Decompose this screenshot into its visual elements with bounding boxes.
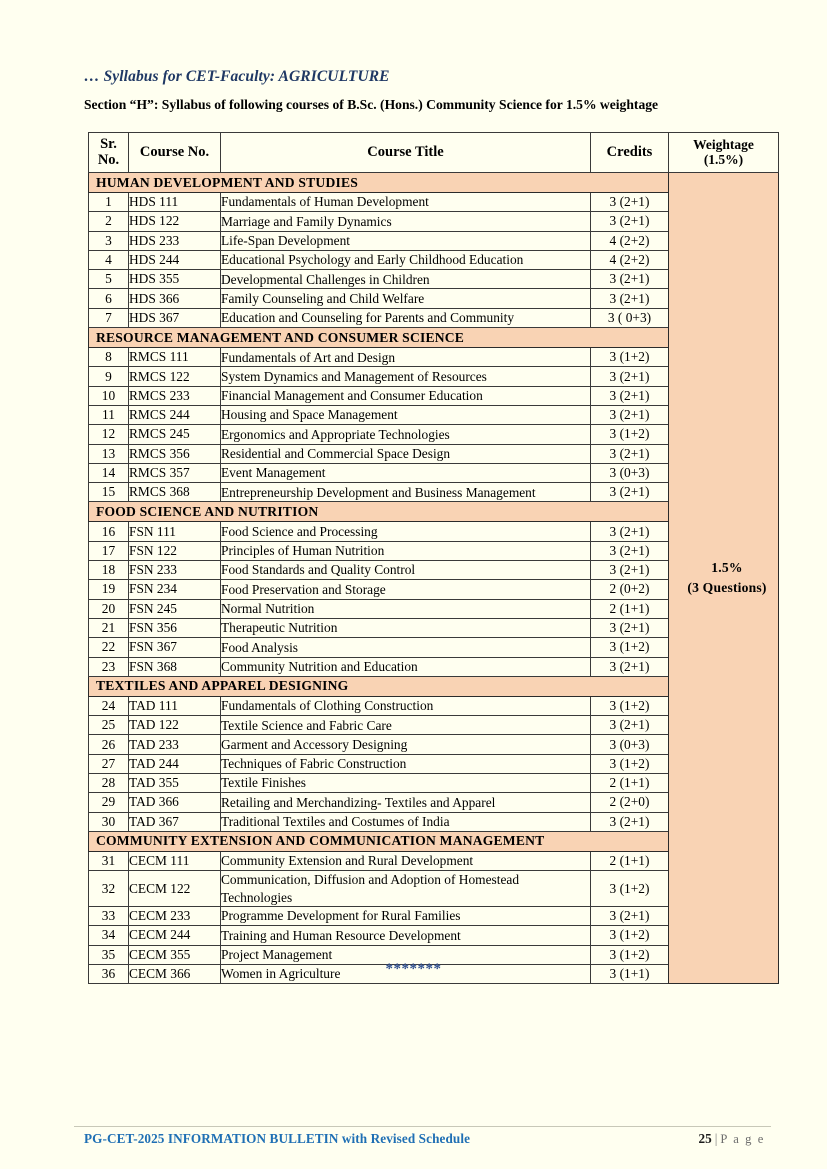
cell-sr-no: 7 — [89, 308, 129, 327]
cell-sr-no: 10 — [89, 386, 129, 405]
cell-sr-no: 32 — [89, 871, 129, 907]
cell-credits: 3 (1+2) — [591, 945, 669, 964]
weightage-value-line2: (3 Questions) — [687, 580, 767, 596]
cell-course-title: Garment and Accessory Designing — [221, 735, 591, 754]
cell-credits: 3 (2+1) — [591, 483, 669, 502]
cell-course-no: CECM 366 — [129, 964, 221, 983]
cell-credits: 3 (1+2) — [591, 926, 669, 945]
cell-sr-no: 35 — [89, 945, 129, 964]
cell-credits: 2 (1+1) — [591, 599, 669, 618]
cell-course-title: Women in Agriculture — [221, 964, 591, 983]
cell-sr-no: 4 — [89, 250, 129, 269]
cell-course-title: Fundamentals of Human Development — [221, 193, 591, 212]
cell-course-title: Residential and Commercial Space Design — [221, 444, 591, 463]
cell-sr-no: 34 — [89, 926, 129, 945]
cell-sr-no: 15 — [89, 483, 129, 502]
cell-course-title: Communication, Diffusion and Adoption of Homestead Technologies — [221, 871, 591, 907]
cell-course-no: FSN 234 — [129, 580, 221, 599]
column-header-weightage-line2: (1.5%) — [703, 151, 744, 167]
column-header-weightage — [669, 133, 779, 173]
cell-sr-no: 6 — [89, 289, 129, 308]
page-footer — [84, 1131, 765, 1147]
cell-course-no: RMCS 368 — [129, 483, 221, 502]
cell-course-no: HDS 233 — [129, 231, 221, 250]
cell-credits: 3 (2+1) — [591, 522, 669, 541]
cell-credits: 3 (2+1) — [591, 657, 669, 676]
cell-course-title: Retailing and Merchandizing- Textiles and Apparel — [221, 793, 591, 812]
cell-course-title: Community Nutrition and Education — [221, 657, 591, 676]
column-header-course-title: Course Title — [221, 133, 591, 173]
cell-sr-no: 12 — [89, 425, 129, 444]
cell-sr-no: 33 — [89, 907, 129, 926]
cell-course-no: TAD 355 — [129, 774, 221, 793]
cell-sr-no: 2 — [89, 212, 129, 231]
cell-credits: 3 (1+2) — [591, 348, 669, 367]
cell-course-no: RMCS 233 — [129, 386, 221, 405]
cell-sr-no: 3 — [89, 231, 129, 250]
cell-credits: 3 (2+1) — [591, 907, 669, 926]
cell-sr-no: 16 — [89, 522, 129, 541]
cell-course-title: Project Management — [221, 945, 591, 964]
cell-course-no: FSN 356 — [129, 618, 221, 637]
cell-credits: 3 (1+2) — [591, 425, 669, 444]
cell-course-no: CECM 233 — [129, 907, 221, 926]
asterisk-separator: ******* — [385, 961, 442, 977]
column-header-course-no: Course No. — [129, 133, 221, 173]
cell-sr-no: 13 — [89, 444, 129, 463]
cell-course-title: Entrepreneurship Development and Business Management — [221, 483, 591, 502]
weightage-value-cell — [669, 173, 779, 984]
cell-course-no: RMCS 244 — [129, 405, 221, 424]
cell-credits: 3 (1+2) — [591, 696, 669, 715]
cell-sr-no: 26 — [89, 735, 129, 754]
footer-page-number: 25 — [698, 1131, 712, 1146]
footer-divider — [74, 1126, 771, 1127]
cell-course-no: HDS 366 — [129, 289, 221, 308]
cell-course-no: FSN 367 — [129, 638, 221, 657]
cell-course-no: TAD 233 — [129, 735, 221, 754]
section-header-label: FOOD SCIENCE AND NUTRITION — [89, 502, 669, 522]
cell-course-title: Event Management — [221, 463, 591, 482]
cell-credits: 3 (2+1) — [591, 618, 669, 637]
cell-course-title: Education and Counseling for Parents and Community — [221, 308, 591, 327]
cell-sr-no: 30 — [89, 812, 129, 831]
cell-sr-no: 14 — [89, 463, 129, 482]
cell-sr-no: 24 — [89, 696, 129, 715]
cell-course-no: RMCS 245 — [129, 425, 221, 444]
cell-credits: 3 (2+1) — [591, 812, 669, 831]
cell-course-no: RMCS 357 — [129, 463, 221, 482]
table-body — [89, 173, 779, 984]
footer-page-word: P a g e — [720, 1132, 765, 1146]
cell-credits: 3 (0+3) — [591, 735, 669, 754]
cell-credits: 3 (2+1) — [591, 716, 669, 735]
column-header-credits: Credits — [591, 133, 669, 173]
column-header-weightage-line1: Weightage — [693, 136, 754, 152]
cell-sr-no: 11 — [89, 405, 129, 424]
column-header-sr-no-line1: Sr. — [100, 135, 117, 152]
column-header-sr-no — [89, 133, 129, 173]
cell-course-no: HDS 244 — [129, 250, 221, 269]
footer-separator: | — [714, 1131, 718, 1146]
cell-course-title: Normal Nutrition — [221, 599, 591, 618]
cell-credits: 3 (2+1) — [591, 444, 669, 463]
cell-course-no: HDS 367 — [129, 308, 221, 327]
section-header-label: HUMAN DEVELOPMENT AND STUDIES — [89, 173, 669, 193]
cell-sr-no: 27 — [89, 754, 129, 773]
footer-bulletin-label: PG-CET-2025 INFORMATION BULLETIN with Revised Schedule — [84, 1131, 471, 1146]
cell-credits: 4 (2+2) — [591, 231, 669, 250]
cell-credits: 3 (1+2) — [591, 871, 669, 907]
weightage-value-line1: 1.5% — [711, 560, 743, 576]
cell-course-no: HDS 111 — [129, 193, 221, 212]
cell-course-title: Food Standards and Quality Control — [221, 561, 591, 580]
cell-course-title: Fundamentals of Art and Design — [221, 348, 591, 367]
cell-course-title: Textile Finishes — [221, 774, 591, 793]
cell-credits: 2 (0+2) — [591, 580, 669, 599]
cell-course-no: TAD 367 — [129, 812, 221, 831]
cell-sr-no: 23 — [89, 657, 129, 676]
cell-credits: 3 (2+1) — [591, 541, 669, 560]
section-header-label: COMMUNITY EXTENSION AND COMMUNICATION MANAGEMENT — [89, 831, 669, 851]
cell-sr-no: 29 — [89, 793, 129, 812]
cell-credits: 2 (2+0) — [591, 793, 669, 812]
cell-course-title: Fundamentals of Clothing Construction — [221, 696, 591, 715]
cell-course-title: Family Counseling and Child Welfare — [221, 289, 591, 308]
cell-course-no: FSN 122 — [129, 541, 221, 560]
cell-course-no: FSN 245 — [129, 599, 221, 618]
cell-credits: 3 (1+2) — [591, 754, 669, 773]
cell-course-no: RMCS 111 — [129, 348, 221, 367]
cell-credits: 3 (0+3) — [591, 463, 669, 482]
cell-credits: 3 (2+1) — [591, 212, 669, 231]
cell-credits: 3 (2+1) — [591, 561, 669, 580]
cell-course-no: FSN 368 — [129, 657, 221, 676]
footer-page-indicator — [699, 1131, 766, 1147]
cell-credits: 4 (2+2) — [591, 250, 669, 269]
section-header-label: RESOURCE MANAGEMENT AND CONSUMER SCIENCE — [89, 328, 669, 348]
cell-course-title: Life-Span Development — [221, 231, 591, 250]
table-header-row — [89, 133, 779, 173]
cell-course-no: FSN 233 — [129, 561, 221, 580]
section-heading: Section “H”: Syllabus of following courses of B.Sc. (Hons.) Community Science for 1.5% weightage — [84, 97, 659, 112]
cell-course-title: Housing and Space Management — [221, 405, 591, 424]
cell-course-no: HDS 355 — [129, 270, 221, 289]
cell-sr-no: 21 — [89, 618, 129, 637]
cell-course-no: CECM 355 — [129, 945, 221, 964]
table-header — [89, 133, 779, 173]
cell-sr-no: 22 — [89, 638, 129, 657]
cell-credits: 3 (2+1) — [591, 193, 669, 212]
cell-course-title: Training and Human Resource Development — [221, 926, 591, 945]
cell-course-title: Food Preservation and Storage — [221, 580, 591, 599]
cell-course-no: CECM 111 — [129, 851, 221, 870]
cell-course-no: RMCS 356 — [129, 444, 221, 463]
cell-sr-no: 1 — [89, 193, 129, 212]
cell-course-title: Food Analysis — [221, 638, 591, 657]
cell-sr-no: 8 — [89, 348, 129, 367]
cell-sr-no: 5 — [89, 270, 129, 289]
cell-credits: 2 (1+1) — [591, 851, 669, 870]
cell-course-no: TAD 244 — [129, 754, 221, 773]
cell-credits: 3 (1+1) — [591, 964, 669, 983]
cell-course-title: Ergonomics and Appropriate Technologies — [221, 425, 591, 444]
cell-course-title: Financial Management and Consumer Education — [221, 386, 591, 405]
cell-credits: 3 (2+1) — [591, 289, 669, 308]
cell-course-title: Food Science and Processing — [221, 522, 591, 541]
cell-credits: 3 (2+1) — [591, 367, 669, 386]
cell-course-title: Techniques of Fabric Construction — [221, 754, 591, 773]
cell-course-title: Traditional Textiles and Costumes of India — [221, 812, 591, 831]
syllabus-table-container — [88, 132, 778, 984]
cell-sr-no: 36 — [89, 964, 129, 983]
cell-course-title: System Dynamics and Management of Resources — [221, 367, 591, 386]
cell-course-no: TAD 111 — [129, 696, 221, 715]
cell-sr-no: 31 — [89, 851, 129, 870]
cell-course-no: TAD 366 — [129, 793, 221, 812]
cell-sr-no: 28 — [89, 774, 129, 793]
cell-course-title: Educational Psychology and Early Childhood Education — [221, 250, 591, 269]
cell-credits: 2 (1+1) — [591, 774, 669, 793]
cell-course-title: Marriage and Family Dynamics — [221, 212, 591, 231]
syllabus-table — [88, 132, 779, 984]
section-header-row — [89, 173, 779, 193]
cell-course-no: RMCS 122 — [129, 367, 221, 386]
cell-sr-no: 20 — [89, 599, 129, 618]
cell-sr-no: 17 — [89, 541, 129, 560]
cell-credits: 3 ( 0+3) — [591, 308, 669, 327]
cell-sr-no: 25 — [89, 716, 129, 735]
cell-course-no: TAD 122 — [129, 716, 221, 735]
cell-course-title: Textile Science and Fabric Care — [221, 716, 591, 735]
cell-course-title: Programme Development for Rural Families — [221, 907, 591, 926]
cell-course-title: Therapeutic Nutrition — [221, 618, 591, 637]
cell-sr-no: 18 — [89, 561, 129, 580]
cell-course-no: HDS 122 — [129, 212, 221, 231]
cell-credits: 3 (2+1) — [591, 270, 669, 289]
cell-course-title: Developmental Challenges in Children — [221, 270, 591, 289]
cell-credits: 3 (2+1) — [591, 405, 669, 424]
cell-sr-no: 19 — [89, 580, 129, 599]
section-header-label: TEXTILES AND APPAREL DESIGNING — [89, 676, 669, 696]
page-title: … Syllabus for CET-Faculty: AGRICULTURE — [84, 68, 390, 85]
cell-sr-no: 9 — [89, 367, 129, 386]
column-header-sr-no-line2: No. — [97, 151, 120, 168]
cell-course-no: CECM 122 — [129, 871, 221, 907]
cell-course-no: FSN 111 — [129, 522, 221, 541]
cell-course-title: Community Extension and Rural Development — [221, 851, 591, 870]
cell-course-title: Principles of Human Nutrition — [221, 541, 591, 560]
cell-course-no: CECM 244 — [129, 926, 221, 945]
cell-credits: 3 (1+2) — [591, 638, 669, 657]
cell-credits: 3 (2+1) — [591, 386, 669, 405]
